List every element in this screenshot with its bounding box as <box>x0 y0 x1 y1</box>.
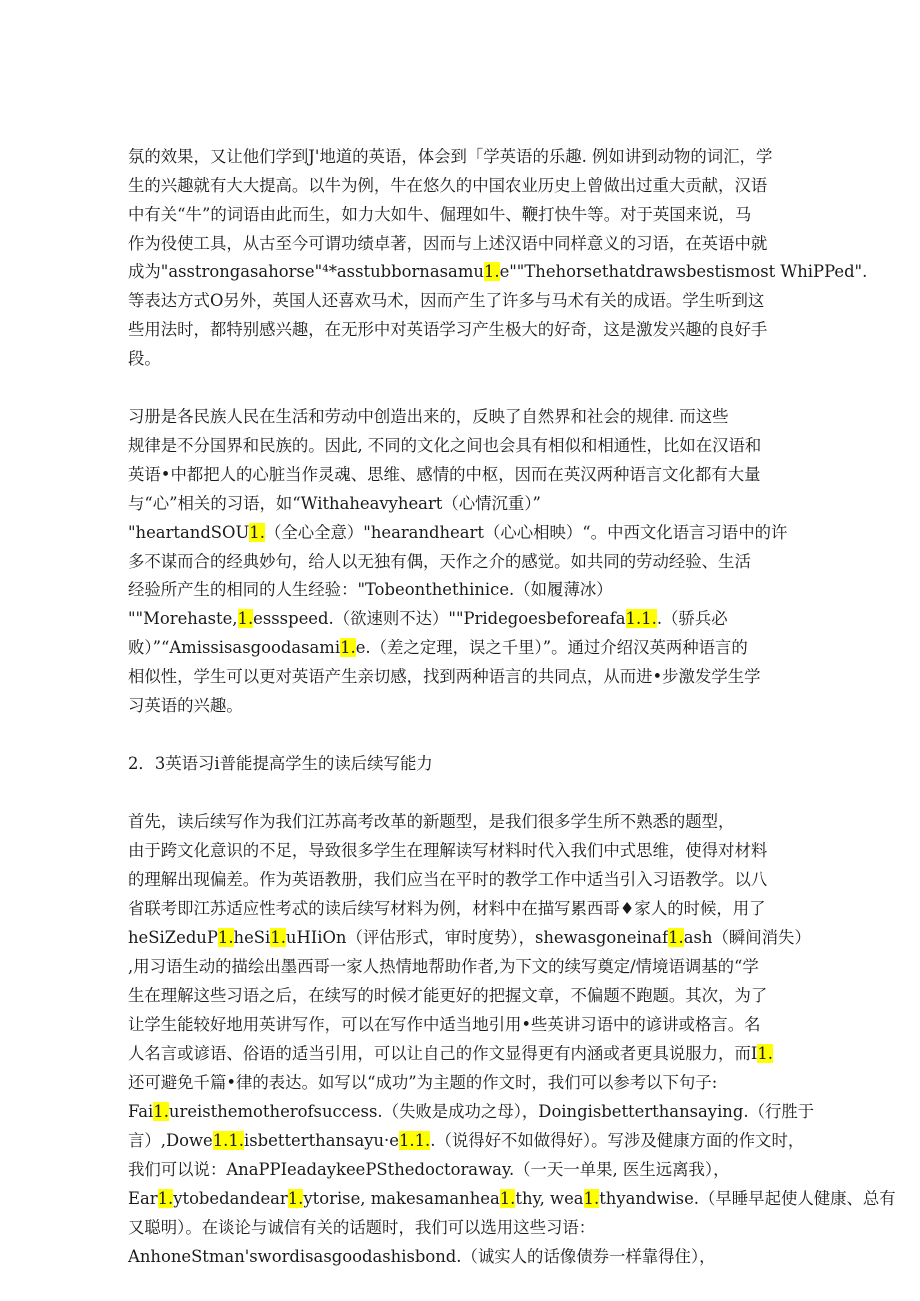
line-text: 些用法时，都特别感兴趣，在无形中对英语学习产生极大的好奇，这是激发兴趣的良好手 <box>128 320 768 339</box>
highlighted-text: 1. <box>270 928 286 947</box>
line-text: 相似性，学生可以更对英语产生亲切感，找到两种语言的共同点，从而进•步激发学生学 <box>128 667 761 686</box>
text-line <box>128 1099 815 1125</box>
highlighted-text: 1. <box>157 1189 174 1208</box>
line-text: ytorise, makesamanhea <box>303 1189 500 1208</box>
text-line <box>128 173 808 199</box>
highlighted-text: 1. <box>249 523 265 542</box>
line-text: 人名言或谚语、俗语的适当引用，可以让自己的作文显得更有内涵或者更具说服力，而I <box>128 1044 758 1063</box>
line-text: 首先，读后续写作为我们江苏高考改革的新题型，是我们很多学生所不熟悉的题型， <box>128 812 735 831</box>
highlighted-text: 1. <box>217 928 234 947</box>
text-line <box>128 404 808 430</box>
line-text: "heartandSOU <box>128 523 250 542</box>
line-text: 还可避免千篇•律的表达。如写以“成功”为主题的作文时，我们可以参考以下句子: <box>128 1073 718 1092</box>
line-text: 省联考即江苏适应性考忒的读后续写材料为例，材料中在描写累西哥♦家人的时候，用了 <box>128 899 766 918</box>
text-line <box>128 606 808 632</box>
line-text: Ear <box>128 1189 158 1208</box>
line-text: 的理解出现偏差。作为英语教册，我们应当在平时的教学工作中适当引入习语教学。以八 <box>128 870 768 889</box>
highlighted-text: 1. <box>153 1102 169 1121</box>
highlighted-text: 1. <box>287 1189 304 1208</box>
line-text: heSi <box>233 928 271 947</box>
text-line <box>128 896 808 922</box>
text-line <box>128 317 808 343</box>
line-text: ureisthemotherofsuccess.（失败是成功之母），Doingisbetterthansaying.（行胜于 <box>168 1102 815 1121</box>
text-line <box>128 635 808 661</box>
line-text: 多不谋而合的经典妙句，给人以无独有偶，天作之介的感觉。如共同的劳动经验、生活 <box>128 552 751 571</box>
line-text: 作为役使工具，从古至今可谓功绩卓著，因而与上述汉语中同样意义的习语，在英语中就 <box>128 234 768 253</box>
text-line <box>128 549 808 575</box>
text-line <box>128 462 808 488</box>
line-text: 与“心”相关的习语，如“Withaheavyheart（心情沉重）” <box>128 494 541 513</box>
text-line <box>128 259 868 285</box>
highlighted-text: 1.1. <box>212 1131 245 1150</box>
line-text: 等表达方式O另外，英国人还喜欢马术，因而产生了许多与马术有关的成语。学生听到这 <box>128 291 765 310</box>
text-line <box>128 1157 808 1183</box>
line-text: 败）”“Amissisasgoodasami <box>128 638 341 657</box>
text-line <box>128 1041 808 1067</box>
line-text: ""Morehaste, <box>128 609 238 628</box>
text-line <box>128 491 808 517</box>
highlighted-text: 1. <box>483 262 500 281</box>
line-text: 英语•中都把人的心脏当作灵魂、思维、感情的中枢，因而在英汉两种语言文化都有大量 <box>128 465 761 484</box>
line-text: thy, wea <box>515 1189 584 1208</box>
highlighted-text: 1. <box>583 1189 600 1208</box>
text-line <box>128 925 811 951</box>
line-text: heSiZeduP <box>128 928 218 947</box>
text-line <box>128 838 808 864</box>
text-line <box>128 983 808 1009</box>
line-text: 习册是各民族人民在生活和劳动中创造出来的，反映了自然界和社会的规律. 而这些 <box>128 407 729 426</box>
line-text: .（说得好不如做得好）。写涉及健康方面的作文时， <box>430 1131 805 1150</box>
line-text: AnhoneStman'swordisasgoodashisbond.（诚实人的话像债券一样靠得住）， <box>128 1247 716 1266</box>
line-text: 成为"asstrongasahorse"⁴*asstubbornasamu <box>128 262 484 281</box>
highlighted-text: 1.1. <box>398 1131 431 1150</box>
text-line <box>128 144 808 170</box>
line-text: 让学生能较好地用英讲写作，可以在写作中适当地引用•些英讲习语中的谚讲或格言。名 <box>128 1015 761 1034</box>
text-line <box>128 867 808 893</box>
highlighted-text: 1.1. <box>625 609 657 628</box>
highlighted-text: 1. <box>499 1189 516 1208</box>
line-text: 言）,Dowe <box>128 1131 213 1150</box>
line-text: 经验所产生的相同的人生经验："Tobeonthethinice.（如履薄冰） <box>128 580 613 599</box>
text-line <box>128 1215 808 1241</box>
text-line <box>128 664 808 690</box>
line-text: 生在理解这些习语之后，在续写的时候才能更好的把握文章，不偏题不跑题。其次，为了 <box>128 986 768 1005</box>
line-text: 中有关“牛”的词语由此而生，如力大如牛、倔理如牛、鞭打快牛等。对于英国来说，马 <box>128 205 752 224</box>
text-line <box>128 520 808 546</box>
text-line <box>128 346 808 372</box>
line-text: Fai <box>128 1102 154 1121</box>
line-text: （全心全意）"hearandheart（心心相映）“。中西文化语言习语中的许 <box>264 523 788 542</box>
line-text: ytobedandear <box>173 1189 288 1208</box>
line-text: e""Thehorsethatdrawsbestismost WhiPPed". <box>499 262 868 281</box>
text-line <box>128 954 808 980</box>
line-text: e.（差之定理，误之千里）”。通过介绍汉英两种语言的 <box>355 638 748 657</box>
text-line <box>128 751 808 777</box>
highlighted-text: 1. <box>237 609 254 628</box>
text-line <box>128 577 808 603</box>
line-text: 规律是不分国界和民族的。因此, 不同的文化之间也会具有相似和相通性，比如在汉语和 <box>128 436 762 455</box>
text-line <box>128 231 808 257</box>
line-text: 段。 <box>128 349 161 368</box>
line-text: thyandwise.（早睡早起使人健康、总有 <box>599 1189 896 1208</box>
text-line <box>128 433 808 459</box>
text-line <box>128 288 808 314</box>
highlighted-text: 1. <box>340 638 356 657</box>
text-line <box>128 1070 808 1096</box>
highlighted-text: 1. <box>668 928 684 947</box>
highlighted-text: 1. <box>757 1044 773 1063</box>
line-text: ash（瞬间消失） <box>683 928 811 947</box>
line-text: 我们可以说：AnaPPIeadaykeePSthedoctoraway.（一天一单果, 医生远离我）， <box>128 1160 730 1179</box>
line-text: uHIiOn（评估形式，审时度势），shewasgoneinaf <box>285 928 669 947</box>
line-text: .（骄兵必 <box>656 609 728 628</box>
line-text: isbetterthansayu·e <box>244 1131 399 1150</box>
line-text: 习英语的兴趣。 <box>128 696 243 715</box>
text-line <box>128 1128 808 1154</box>
line-text: 又聪明）。在谈论与诚信有关的话题时，我们可以选用这些习语： <box>128 1218 596 1237</box>
line-text: essspeed.（欲速则不达）""Pridegoesbeforeafa <box>253 609 626 628</box>
line-text: 氛的效果，又让他们学到J'地道的英语，体会到「学英语的乐趣. 例如讲到动物的词汇，学 <box>128 147 773 166</box>
line-text: 由于跨文化意识的不足，导致很多学生在理解读写材料时代入我们中式思维，使得对材料 <box>128 841 768 860</box>
line-text: ,用习语生动的描绘出墨西哥一家人热情地帮助作者,为下文的续写奠定/情境语调基的“学 <box>128 957 759 976</box>
line-text: 生的兴趣就有大大提高。以牛为例，牛在悠久的中国农业历史上曾做出过重大贡献，汉语 <box>128 176 768 195</box>
text-line <box>128 202 808 228</box>
text-line <box>128 1012 808 1038</box>
text-line <box>128 1186 896 1212</box>
text-line <box>128 1244 808 1270</box>
line-text: 2．3英语习i普能提高学生的读后续写能力 <box>128 754 433 773</box>
text-line <box>128 693 808 719</box>
text-line <box>128 809 808 835</box>
